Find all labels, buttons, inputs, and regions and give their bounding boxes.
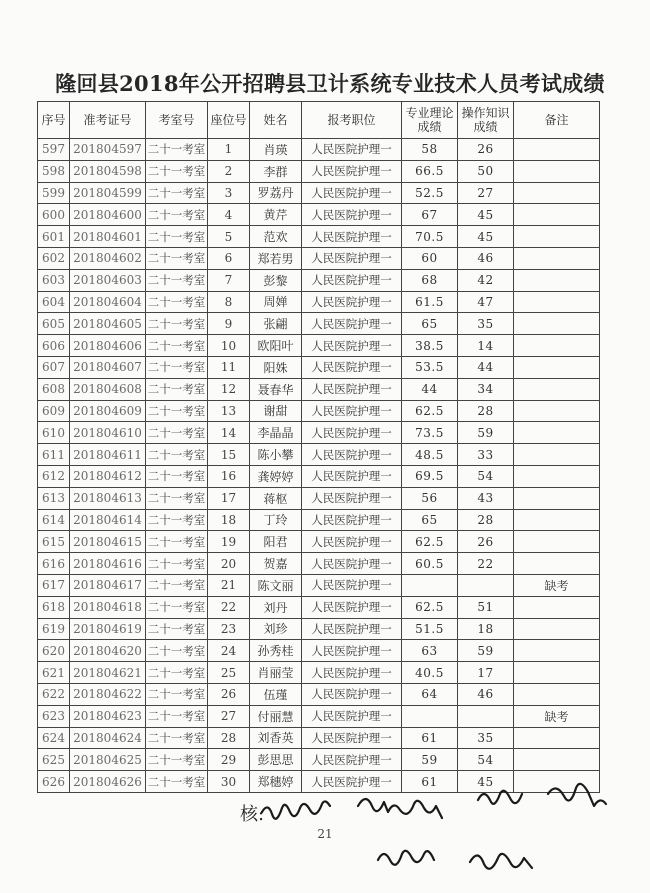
col-header-name: 姓名 [250,102,302,139]
cell-position: 人民医院护理一 [302,618,402,640]
cell-seq: 612 [38,465,70,487]
cell-operation-score: 54 [458,465,514,487]
cell-operation-score: 14 [458,335,514,357]
cell-exam-no: 201804609 [70,400,146,422]
cell-room: 二十一考室 [146,313,208,335]
cell-theory-score: 38.5 [402,335,458,357]
cell-exam-no: 201804599 [70,182,146,204]
cell-exam-no: 201804615 [70,531,146,553]
col-header-seq: 序号 [38,102,70,139]
cell-theory-score: 62.5 [402,596,458,618]
cell-theory-score: 73.5 [402,422,458,444]
cell-exam-no: 201804606 [70,335,146,357]
col-header-exam-no: 准考证号 [70,102,146,139]
cell-theory-score: 70.5 [402,226,458,248]
cell-seat: 8 [208,291,250,313]
cell-position: 人民医院护理一 [302,226,402,248]
cell-name: 李晶晶 [250,422,302,444]
cell-position: 人民医院护理一 [302,487,402,509]
cell-name: 付丽慧 [250,705,302,727]
cell-seat: 13 [208,400,250,422]
page-title: 隆回县2018年公开招聘县卫计系统专业技术人员考试成绩 [55,71,605,96]
cell-name: 伍瑾 [250,683,302,705]
cell-operation-score: 45 [458,204,514,226]
cell-seq: 625 [38,749,70,771]
cell-exam-no: 201804616 [70,553,146,575]
cell-exam-no: 201804611 [70,444,146,466]
cell-operation-score: 22 [458,553,514,575]
cell-room: 二十一考室 [146,531,208,553]
cell-theory-score: 65 [402,313,458,335]
cell-theory-score: 60.5 [402,553,458,575]
cell-exam-no: 201804601 [70,226,146,248]
cell-exam-no: 201804625 [70,749,146,771]
cell-exam-no: 201804608 [70,378,146,400]
cell-room: 二十一考室 [146,683,208,705]
cell-theory-score: 62.5 [402,400,458,422]
cell-name: 丁玲 [250,509,302,531]
cell-exam-no: 201804603 [70,269,146,291]
cell-room: 二十一考室 [146,662,208,684]
cell-theory-score: 60 [402,247,458,269]
cell-exam-no: 201804600 [70,204,146,226]
col-header-room: 考室号 [146,102,208,139]
cell-exam-no: 201804617 [70,574,146,596]
cell-seat: 6 [208,247,250,269]
cell-seat: 17 [208,487,250,509]
cell-name: 贺嘉 [250,553,302,575]
cell-seq: 599 [38,182,70,204]
cell-name: 肖丽莹 [250,662,302,684]
cell-operation-score: 54 [458,749,514,771]
cell-theory-score: 66.5 [402,160,458,182]
cell-seat: 7 [208,269,250,291]
cell-room: 二十一考室 [146,444,208,466]
cell-room: 二十一考室 [146,335,208,357]
cell-seat: 16 [208,465,250,487]
cell-room: 二十一考室 [146,705,208,727]
cell-exam-no: 201804610 [70,422,146,444]
cell-name: 郑若男 [250,247,302,269]
cell-operation-score: 35 [458,313,514,335]
cell-exam-no: 201804614 [70,509,146,531]
signature-6 [470,854,532,869]
cell-exam-no: 201804620 [70,640,146,662]
cell-room: 二十一考室 [146,771,208,793]
cell-operation-score: 46 [458,247,514,269]
cell-exam-no: 201804623 [70,705,146,727]
cell-position: 人民医院护理一 [302,509,402,531]
cell-name: 肖瑛 [250,139,302,161]
cell-seq: 610 [38,422,70,444]
cell-room: 二十一考室 [146,596,208,618]
cell-operation-score: 43 [458,487,514,509]
cell-name: 聂春华 [250,378,302,400]
cell-name: 周婵 [250,291,302,313]
cell-room: 二十一考室 [146,182,208,204]
cell-seat: 19 [208,531,250,553]
cell-name: 孙秀桂 [250,640,302,662]
cell-seq: 611 [38,444,70,466]
cell-operation-score: 44 [458,356,514,378]
cell-seat: 9 [208,313,250,335]
cell-note: 缺考 [514,574,600,596]
cell-seat: 21 [208,574,250,596]
cell-seq: 600 [38,204,70,226]
cell-operation-score: 51 [458,596,514,618]
cell-theory-score: 53.5 [402,356,458,378]
cell-seat: 4 [208,204,250,226]
cell-operation-score: 45 [458,771,514,793]
cell-seat: 12 [208,378,250,400]
col-header-seat: 座位号 [208,102,250,139]
cell-name: 阳姝 [250,356,302,378]
cell-position: 人民医院护理一 [302,683,402,705]
cell-operation-score: 27 [458,182,514,204]
cell-theory-score: 61 [402,727,458,749]
cell-seat: 23 [208,618,250,640]
cell-name: 刘香英 [250,727,302,749]
cell-position: 人民医院护理一 [302,596,402,618]
cell-exam-no: 201804604 [70,291,146,313]
cell-seq: 603 [38,269,70,291]
cell-position: 人民医院护理一 [302,727,402,749]
cell-seat: 27 [208,705,250,727]
col-header-operation-score: 操作知识成绩 [458,102,514,139]
cell-position: 人民医院护理一 [302,444,402,466]
cell-seat: 28 [208,727,250,749]
cell-seq: 626 [38,771,70,793]
cell-exam-no: 201804597 [70,139,146,161]
cell-seq: 619 [38,618,70,640]
cell-room: 二十一考室 [146,487,208,509]
cell-room: 二十一考室 [146,422,208,444]
cell-name: 罗荔丹 [250,182,302,204]
cell-seq: 616 [38,553,70,575]
cell-operation-score: 50 [458,160,514,182]
cell-seq: 602 [38,247,70,269]
cell-exam-no: 201804607 [70,356,146,378]
cell-operation-score: 28 [458,509,514,531]
cell-theory-score: 61.5 [402,291,458,313]
cell-position: 人民医院护理一 [302,771,402,793]
signature-4 [548,784,606,806]
cell-name: 范欢 [250,226,302,248]
cell-operation-score: 34 [458,378,514,400]
cell-seat: 14 [208,422,250,444]
cell-operation-score: 35 [458,727,514,749]
cell-name: 刘珍 [250,618,302,640]
cell-operation-score: 28 [458,400,514,422]
cell-seat: 29 [208,749,250,771]
cell-seq: 597 [38,139,70,161]
cell-name: 蒋枢 [250,487,302,509]
cell-room: 二十一考室 [146,465,208,487]
cell-position: 人民医院护理一 [302,378,402,400]
cell-operation-score: 47 [458,291,514,313]
cell-theory-score: 48.5 [402,444,458,466]
cell-seq: 624 [38,727,70,749]
cell-room: 二十一考室 [146,139,208,161]
cell-name: 谢甜 [250,400,302,422]
cell-exam-no: 201804598 [70,160,146,182]
cell-room: 二十一考室 [146,749,208,771]
cell-position: 人民医院护理一 [302,356,402,378]
cell-seq: 618 [38,596,70,618]
cell-name: 陈小攀 [250,444,302,466]
cell-position: 人民医院护理一 [302,269,402,291]
cell-room: 二十一考室 [146,226,208,248]
cell-room: 二十一考室 [146,160,208,182]
cell-exam-no: 201804613 [70,487,146,509]
signature-5 [378,851,434,865]
cell-note: 缺考 [514,705,600,727]
cell-theory-score: 68 [402,269,458,291]
cell-seat: 1 [208,139,250,161]
cell-room: 二十一考室 [146,291,208,313]
cell-theory-score: 44 [402,378,458,400]
cell-position: 人民医院护理一 [302,160,402,182]
cell-seq: 609 [38,400,70,422]
cell-room: 二十一考室 [146,727,208,749]
cell-name: 刘丹 [250,596,302,618]
cell-position: 人民医院护理一 [302,291,402,313]
cell-exam-no: 201804624 [70,727,146,749]
cell-room: 二十一考室 [146,553,208,575]
cell-seat: 25 [208,662,250,684]
cell-theory-score: 63 [402,640,458,662]
signature-1 [262,801,330,818]
cell-seat: 26 [208,683,250,705]
cell-seq: 623 [38,705,70,727]
cell-exam-no: 201804619 [70,618,146,640]
cell-seat: 10 [208,335,250,357]
cell-name: 彭思思 [250,749,302,771]
cell-name: 黄芹 [250,204,302,226]
cell-exam-no: 201804618 [70,596,146,618]
cell-name: 李群 [250,160,302,182]
cell-operation-score: 45 [458,226,514,248]
cell-position: 人民医院护理一 [302,313,402,335]
cell-exam-no: 201804621 [70,662,146,684]
review-label-text: 核: [240,804,265,825]
cell-room: 二十一考室 [146,574,208,596]
cell-room: 二十一考室 [146,640,208,662]
cell-operation-score: 33 [458,444,514,466]
cell-position: 人民医院护理一 [302,204,402,226]
cell-name: 张翩 [250,313,302,335]
cell-seat: 30 [208,771,250,793]
cell-seat: 3 [208,182,250,204]
cell-room: 二十一考室 [146,509,208,531]
cell-seq: 607 [38,356,70,378]
cell-seq: 621 [38,662,70,684]
cell-seat: 15 [208,444,250,466]
cell-seat: 11 [208,356,250,378]
cell-position: 人民医院护理一 [302,335,402,357]
cell-position: 人民医院护理一 [302,553,402,575]
cell-name: 阳君 [250,531,302,553]
cell-room: 二十一考室 [146,356,208,378]
cell-room: 二十一考室 [146,204,208,226]
signature-3 [478,791,522,804]
cell-room: 二十一考室 [146,618,208,640]
cell-seq: 617 [38,574,70,596]
cell-exam-no: 201804605 [70,313,146,335]
cell-operation-score: 18 [458,618,514,640]
cell-theory-score: 56 [402,487,458,509]
cell-position: 人民医院护理一 [302,705,402,727]
cell-exam-no: 201804612 [70,465,146,487]
cell-theory-score: 62.5 [402,531,458,553]
cell-seq: 614 [38,509,70,531]
cell-name: 龚婷婷 [250,465,302,487]
cell-position: 人民医院护理一 [302,465,402,487]
cell-room: 二十一考室 [146,400,208,422]
cell-seat: 2 [208,160,250,182]
cell-name: 陈文丽 [250,574,302,596]
cell-seq: 598 [38,160,70,182]
cell-operation-score: 42 [458,269,514,291]
col-header-theory-score: 专业理论成绩 [402,102,458,139]
cell-position: 人民医院护理一 [302,247,402,269]
cell-position: 人民医院护理一 [302,139,402,161]
cell-seat: 18 [208,509,250,531]
page-number: 21 [317,827,333,841]
cell-seq: 605 [38,313,70,335]
cell-position: 人民医院护理一 [302,531,402,553]
cell-theory-score: 65 [402,509,458,531]
cell-theory-score: 52.5 [402,182,458,204]
cell-theory-score: 40.5 [402,662,458,684]
cell-seq: 606 [38,335,70,357]
cell-position: 人民医院护理一 [302,640,402,662]
cell-position: 人民医院护理一 [302,422,402,444]
cell-operation-score: 17 [458,662,514,684]
cell-name: 郑穗婷 [250,771,302,793]
col-header-note: 备注 [514,102,600,139]
cell-operation-score: 26 [458,531,514,553]
cell-seq: 620 [38,640,70,662]
cell-position: 人民医院护理一 [302,400,402,422]
cell-theory-score: 64 [402,683,458,705]
cell-room: 二十一考室 [146,269,208,291]
cell-theory-score: 51.5 [402,618,458,640]
cell-seq: 622 [38,683,70,705]
cell-theory-score: 59 [402,749,458,771]
cell-operation-score: 59 [458,422,514,444]
cell-exam-no: 201804602 [70,247,146,269]
cell-exam-no: 201804622 [70,683,146,705]
cell-seat: 20 [208,553,250,575]
cell-position: 人民医院护理一 [302,182,402,204]
cell-theory-score: 61 [402,771,458,793]
cell-seq: 604 [38,291,70,313]
cell-theory-score: 58 [402,139,458,161]
cell-theory-score: 67 [402,204,458,226]
cell-position: 人民医院护理一 [302,662,402,684]
cell-seat: 24 [208,640,250,662]
cell-operation-score: 26 [458,139,514,161]
cell-operation-score: 59 [458,640,514,662]
cell-room: 二十一考室 [146,378,208,400]
cell-seq: 613 [38,487,70,509]
cell-seq: 608 [38,378,70,400]
col-header-position: 报考职位 [302,102,402,139]
cell-name: 欧阳叶 [250,335,302,357]
cell-operation-score: 46 [458,683,514,705]
cell-room: 二十一考室 [146,247,208,269]
cell-seq: 601 [38,226,70,248]
cell-position: 人民医院护理一 [302,574,402,596]
cell-theory-score: 69.5 [402,465,458,487]
cell-exam-no: 201804626 [70,771,146,793]
cell-seq: 615 [38,531,70,553]
signature-2 [358,799,442,818]
cell-position: 人民医院护理一 [302,749,402,771]
cell-seat: 22 [208,596,250,618]
cell-seat: 5 [208,226,250,248]
cell-name: 彭黎 [250,269,302,291]
